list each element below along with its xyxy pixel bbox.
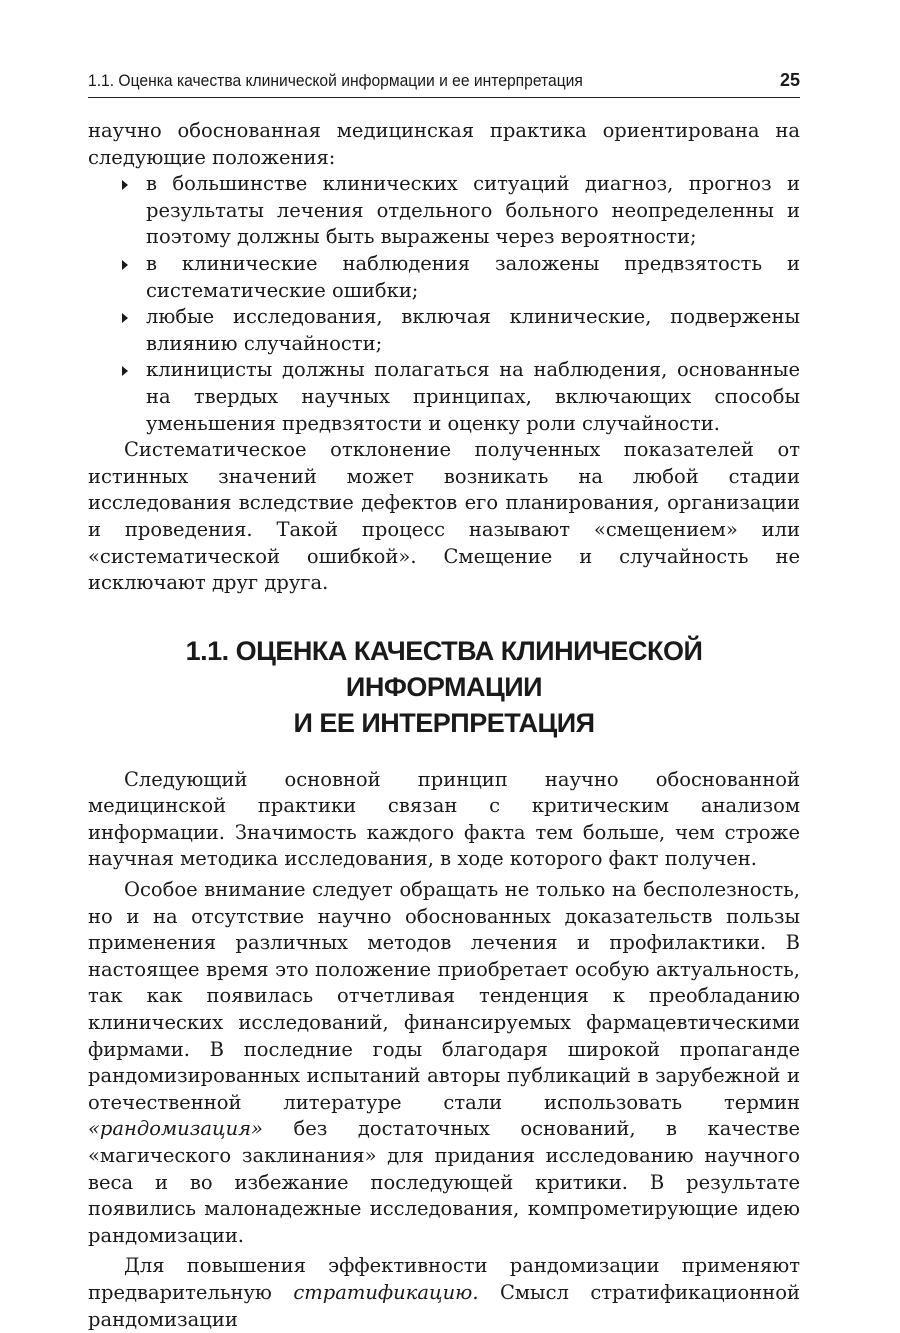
bias-paragraph: Систематическое отклонение полученных показателей от истинных значений может возникать на любой стадии исследования вследствие дефектов его планирования, организации и проведения. Такой процесс называют «смещением» или «систематической ошибкой». Смещение и случайность не исключают друг друга.	[88, 438, 800, 595]
running-header-title: 1.1. Оценка качества клинической информации и ее интерпретация	[88, 71, 583, 90]
section-paragraph-1: Следующий основной принцип научно обоснованной медицинской практики связан с критическим анализом информации. Значимость каждого факта тем больше, чем строже научная методика исследования, в ходе которого факт получен.	[88, 767, 800, 871]
section-heading	[88, 633, 800, 741]
page-body	[88, 118, 800, 1333]
running-header	[88, 70, 800, 98]
bullet-arrow-icon	[122, 260, 128, 270]
bullet-arrow-icon	[122, 180, 128, 190]
bullet-arrow-icon	[122, 313, 128, 323]
section-heading-line2: И ЕЕ ИНТЕРПРЕТАЦИЯ	[293, 707, 595, 738]
list-item: клиницисты должны полагаться на наблюдения, основанные на твердых научных принципах, включающих способы уменьшения предвзятости и оценку роли случайности.	[146, 357, 800, 437]
list-item: в большинстве клинических ситуаций диагноз, прогноз и результаты лечения отдельного больного неопределенны и поэтому должны быть выражены через вероятности;	[146, 171, 800, 251]
section-paragraph-2: Особое внимание следует обращать не только на бесполезность, но и на отсутствие научно обоснованных доказательств пользы применения различных методов лечения и профилактики. В настоящее время это положение приобретает особую актуальность, так как появилась отчетливая тенденция к преобладанию клинических исследований, финансируемых фармацевтическими фирмами. В последние годы благодаря широкой пропаганде рандомизированных испытаний авторы публикаций в зарубежной и отечественной литературе стали использовать термин «рандомизация» без достаточных оснований, в качестве «магического заклинания» для придания исследованию научного веса и во избежание последующей критики. В результате появились малонадежные исследования, компрометирующие идею рандомизации.	[88, 878, 800, 1247]
term-stratification: стратификацию.	[293, 1280, 479, 1304]
bullet-arrow-icon	[122, 366, 128, 376]
page-number: 25	[779, 70, 800, 90]
list-item: в клинические наблюдения заложены предвзятость и систематические ошибки;	[146, 251, 800, 304]
term-randomization: «рандомизация»	[88, 1117, 263, 1141]
section-heading-line1: 1.1. ОЦЕНКА КАЧЕСТВА КЛИНИЧЕСКОЙ ИНФОРМАЦИИ	[185, 635, 703, 702]
intro-paragraph: научно обоснованная медицинская практика ориентирована на следующие положения:	[88, 119, 800, 169]
section-paragraph-3: Для повышения эффективности рандомизации применяют предварительную стратификацию. Смысл стратификационной рандомизации	[88, 1254, 800, 1331]
principles-list	[88, 171, 800, 437]
list-item: любые исследования, включая клинические, подвержены влиянию случайности;	[146, 304, 800, 357]
